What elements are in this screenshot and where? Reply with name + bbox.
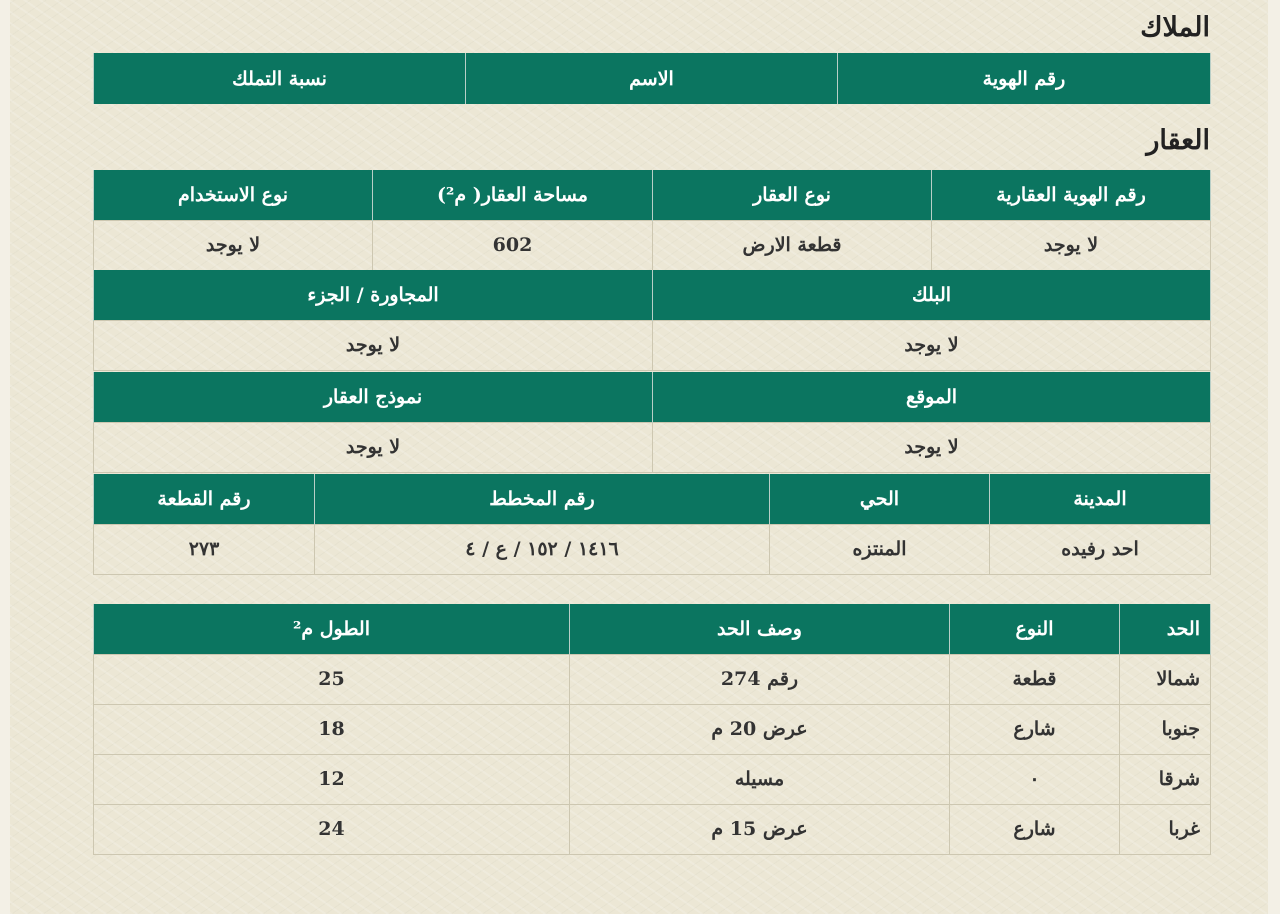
header-boundary-length: الطول م² bbox=[94, 604, 570, 654]
header-usage-type: نوع الاستخدام bbox=[94, 170, 373, 220]
page-edge-left bbox=[0, 0, 10, 914]
page-edge-right bbox=[1268, 0, 1280, 914]
value-real-estate-id: لا يوجد bbox=[932, 220, 1211, 270]
owners-table bbox=[93, 53, 1211, 104]
boundary-direction: شمالا bbox=[1120, 654, 1211, 704]
value-district: المنتزه bbox=[770, 524, 990, 574]
property-section-title: العقار bbox=[1146, 125, 1210, 156]
boundary-kind: شارع bbox=[950, 704, 1120, 754]
owners-section-title: الملاك bbox=[1140, 12, 1210, 43]
header-property-model: نموذج العقار bbox=[94, 372, 653, 422]
boundary-kind: شارع bbox=[950, 804, 1120, 854]
boundary-row-west bbox=[94, 804, 1211, 854]
boundary-description: مسيله bbox=[570, 754, 950, 804]
value-plot-number: ٢٧٣ bbox=[94, 524, 315, 574]
boundary-description: رقم 274 bbox=[570, 654, 950, 704]
owners-header-share: نسبة التملك bbox=[94, 53, 466, 104]
value-usage-type: لا يوجد bbox=[94, 220, 373, 270]
value-property-area: 602 bbox=[373, 220, 653, 270]
header-block: البلك bbox=[653, 270, 1211, 320]
value-property-model: لا يوجد bbox=[94, 422, 653, 472]
property-row4-table bbox=[93, 474, 1211, 575]
header-location: الموقع bbox=[653, 372, 1211, 422]
property-row3-table bbox=[93, 372, 1211, 473]
boundary-direction: غربا bbox=[1120, 804, 1211, 854]
header-boundary: الحد bbox=[1120, 604, 1211, 654]
value-plan-number: ١٤١٦ / ١٥٢ / ع / ٤ bbox=[315, 524, 770, 574]
owners-header-row bbox=[94, 53, 1211, 104]
value-location: لا يوجد bbox=[653, 422, 1211, 472]
boundary-direction: جنوبا bbox=[1120, 704, 1211, 754]
property-row3-value-row bbox=[94, 422, 1211, 472]
header-neighborhood-part: المجاورة / الجزء bbox=[94, 270, 653, 320]
boundary-row-east bbox=[94, 754, 1211, 804]
header-boundary-description: وصف الحد bbox=[570, 604, 950, 654]
boundary-length: 18 bbox=[94, 704, 570, 754]
property-row2-header-row bbox=[94, 270, 1211, 320]
boundary-direction: شرقا bbox=[1120, 754, 1211, 804]
boundary-kind: قطعة bbox=[950, 654, 1120, 704]
boundaries-table bbox=[93, 604, 1211, 855]
property-row4-header-row bbox=[94, 474, 1211, 524]
boundary-kind: ٠ bbox=[950, 754, 1120, 804]
boundary-length: 24 bbox=[94, 804, 570, 854]
header-real-estate-id: رقم الهوية العقارية bbox=[932, 170, 1211, 220]
boundary-length: 25 bbox=[94, 654, 570, 704]
value-neighborhood-part: لا يوجد bbox=[94, 320, 653, 370]
header-city: المدينة bbox=[990, 474, 1211, 524]
boundary-row-south bbox=[94, 704, 1211, 754]
header-district: الحي bbox=[770, 474, 990, 524]
owners-header-name: الاسم bbox=[466, 53, 838, 104]
property-row2-value-row bbox=[94, 320, 1211, 370]
boundary-row-north bbox=[94, 654, 1211, 704]
property-row2-table bbox=[93, 270, 1211, 371]
property-row3-header-row bbox=[94, 372, 1211, 422]
header-property-type: نوع العقار bbox=[653, 170, 932, 220]
boundary-length: 12 bbox=[94, 754, 570, 804]
property-row4-value-row bbox=[94, 524, 1211, 574]
header-property-area: مساحة العقار( م²) bbox=[373, 170, 653, 220]
header-boundary-kind: النوع bbox=[950, 604, 1120, 654]
boundary-description: عرض 20 م bbox=[570, 704, 950, 754]
owners-header-id: رقم الهوية bbox=[838, 53, 1211, 104]
value-property-type: قطعة الارض bbox=[653, 220, 932, 270]
boundary-description: عرض 15 م bbox=[570, 804, 950, 854]
value-block: لا يوجد bbox=[653, 320, 1211, 370]
property-row1-table bbox=[93, 170, 1211, 271]
header-plan-number: رقم المخطط bbox=[315, 474, 770, 524]
property-row1-header-row bbox=[94, 170, 1211, 220]
boundaries-header-row bbox=[94, 604, 1211, 654]
header-plot-number: رقم القطعة bbox=[94, 474, 315, 524]
value-city: احد رفيده bbox=[990, 524, 1211, 574]
property-row1-value-row bbox=[94, 220, 1211, 270]
